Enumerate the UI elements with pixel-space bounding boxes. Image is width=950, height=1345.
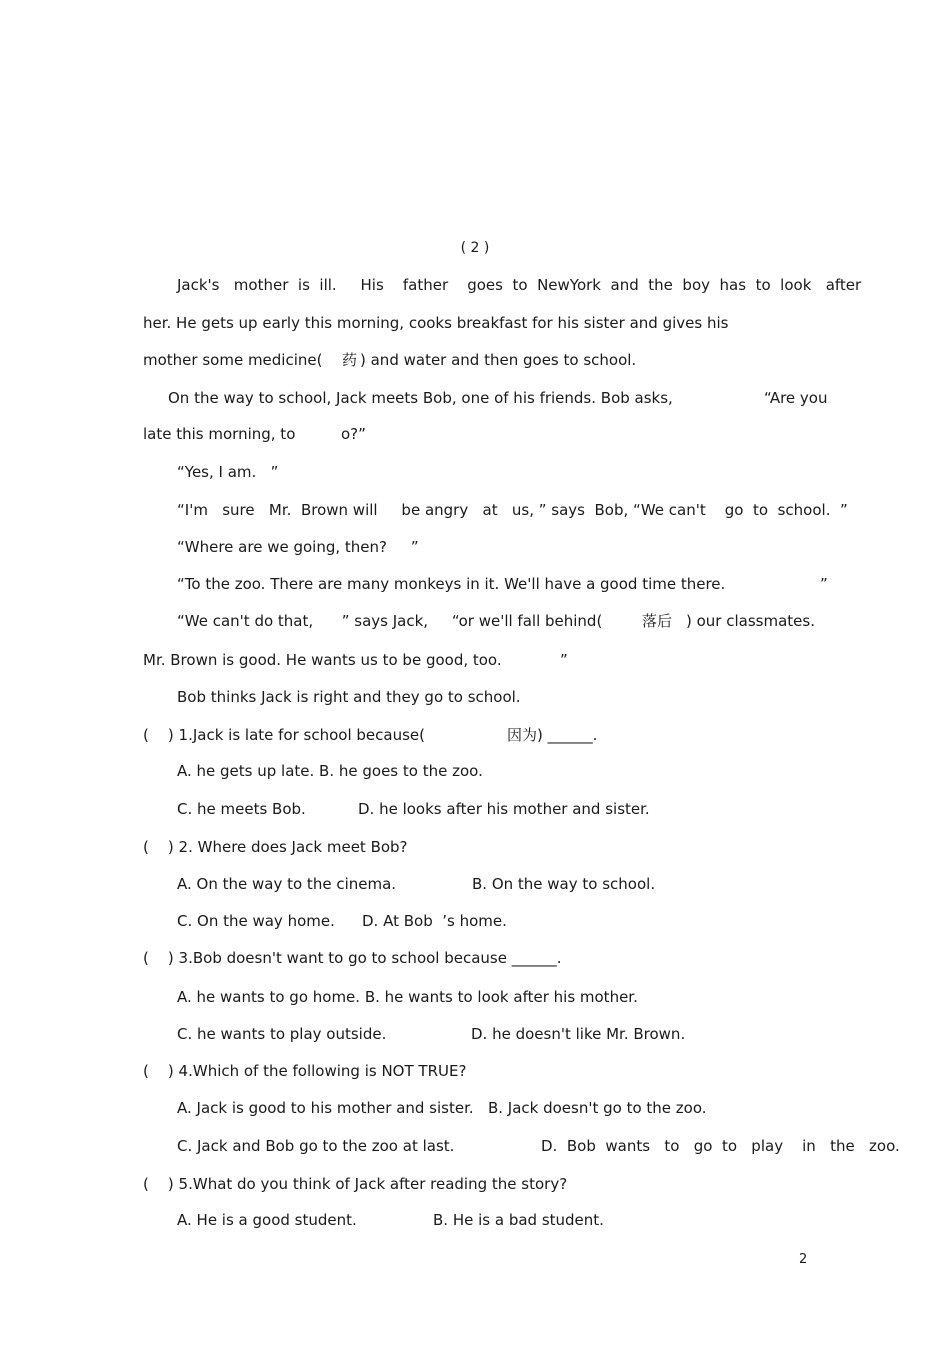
option-line: D. At Bob ’s home. [362, 912, 507, 930]
passage-line: On the way to school, Jack meets Bob, one of his friends. Bob asks, [168, 389, 673, 407]
question-1-gloss: 因为) ______. [507, 726, 598, 744]
option-line: D. he looks after his mother and sister. [358, 800, 650, 818]
option-line: A. he wants to go home. B. he wants to look after his mother. [177, 988, 638, 1006]
option-line: C. he meets Bob. [177, 800, 306, 818]
passage-line: Bob thinks Jack is right and they go to school. [177, 688, 521, 706]
option-line: C. On the way home. [177, 912, 335, 930]
dialogue-line: “Where are we going, then? ” [177, 538, 419, 556]
option-line: C. he wants to play outside. [177, 1025, 387, 1043]
passage-line: “Are you [764, 389, 828, 407]
page-number: 2 [799, 1252, 808, 1267]
dialogue-line: Mr. Brown is good. He wants us to be good, too. [143, 651, 502, 669]
option-line: D. Bob wants to go to play in the zoo. [541, 1137, 900, 1155]
dialogue-line: ) our classmates. [686, 612, 815, 630]
option-line: A. Jack is good to his mother and sister. B. Jack doesn't go to the zoo. [177, 1099, 707, 1117]
passage-line: late this morning, to [143, 425, 296, 443]
dialogue-line: “I'm sure Mr. Brown will be angry at us, ” says Bob, “We can't go to school. ” [177, 501, 848, 519]
question-1: ( ) 1.Jack is late for school because( [143, 726, 426, 744]
option-line: A. he gets up late. B. he goes to the zoo. [177, 762, 483, 780]
passage-line: mother some medicine( [143, 351, 323, 369]
option-line: A. On the way to the cinema. [177, 875, 397, 893]
dialogue-line: “To the zoo. There are many monkeys in it. We'll have a good time there. [177, 575, 726, 593]
passage-line: her. He gets up early this morning, cooks breakfast for his sister and gives his [143, 314, 729, 332]
option-line: B. He is a bad student. [433, 1211, 604, 1229]
passage-gloss: 药 [342, 351, 358, 369]
question-5: ( ) 5.What do you think of Jack after reading the story? [143, 1175, 568, 1193]
dialogue-line: “Yes, I am. ” [177, 463, 279, 481]
section-label: ( 2 ) [460, 240, 490, 256]
question-4: ( ) 4.Which of the following is NOT TRUE? [143, 1062, 467, 1080]
question-2: ( ) 2. Where does Jack meet Bob? [143, 838, 408, 856]
passage-gloss: 落后 [642, 612, 673, 630]
dialogue-line: “We can't do that, ” says Jack, “or we'll fall behind( [177, 612, 603, 630]
option-line: C. Jack and Bob go to the zoo at last. [177, 1137, 455, 1155]
passage-line: o?” [341, 425, 366, 443]
question-3: ( ) 3.Bob doesn't want to go to school because ______. [143, 949, 562, 967]
dialogue-line: ” [560, 651, 568, 669]
passage-line: Jack's mother is ill. His father goes to NewYork and the boy has to look after [177, 276, 862, 294]
option-line: A. He is a good student. [177, 1211, 357, 1229]
option-line: B. On the way to school. [472, 875, 656, 893]
dialogue-line: ” [820, 575, 828, 593]
option-line: D. he doesn't like Mr. Brown. [471, 1025, 686, 1043]
passage-line: ) and water and then goes to school. [360, 351, 637, 369]
